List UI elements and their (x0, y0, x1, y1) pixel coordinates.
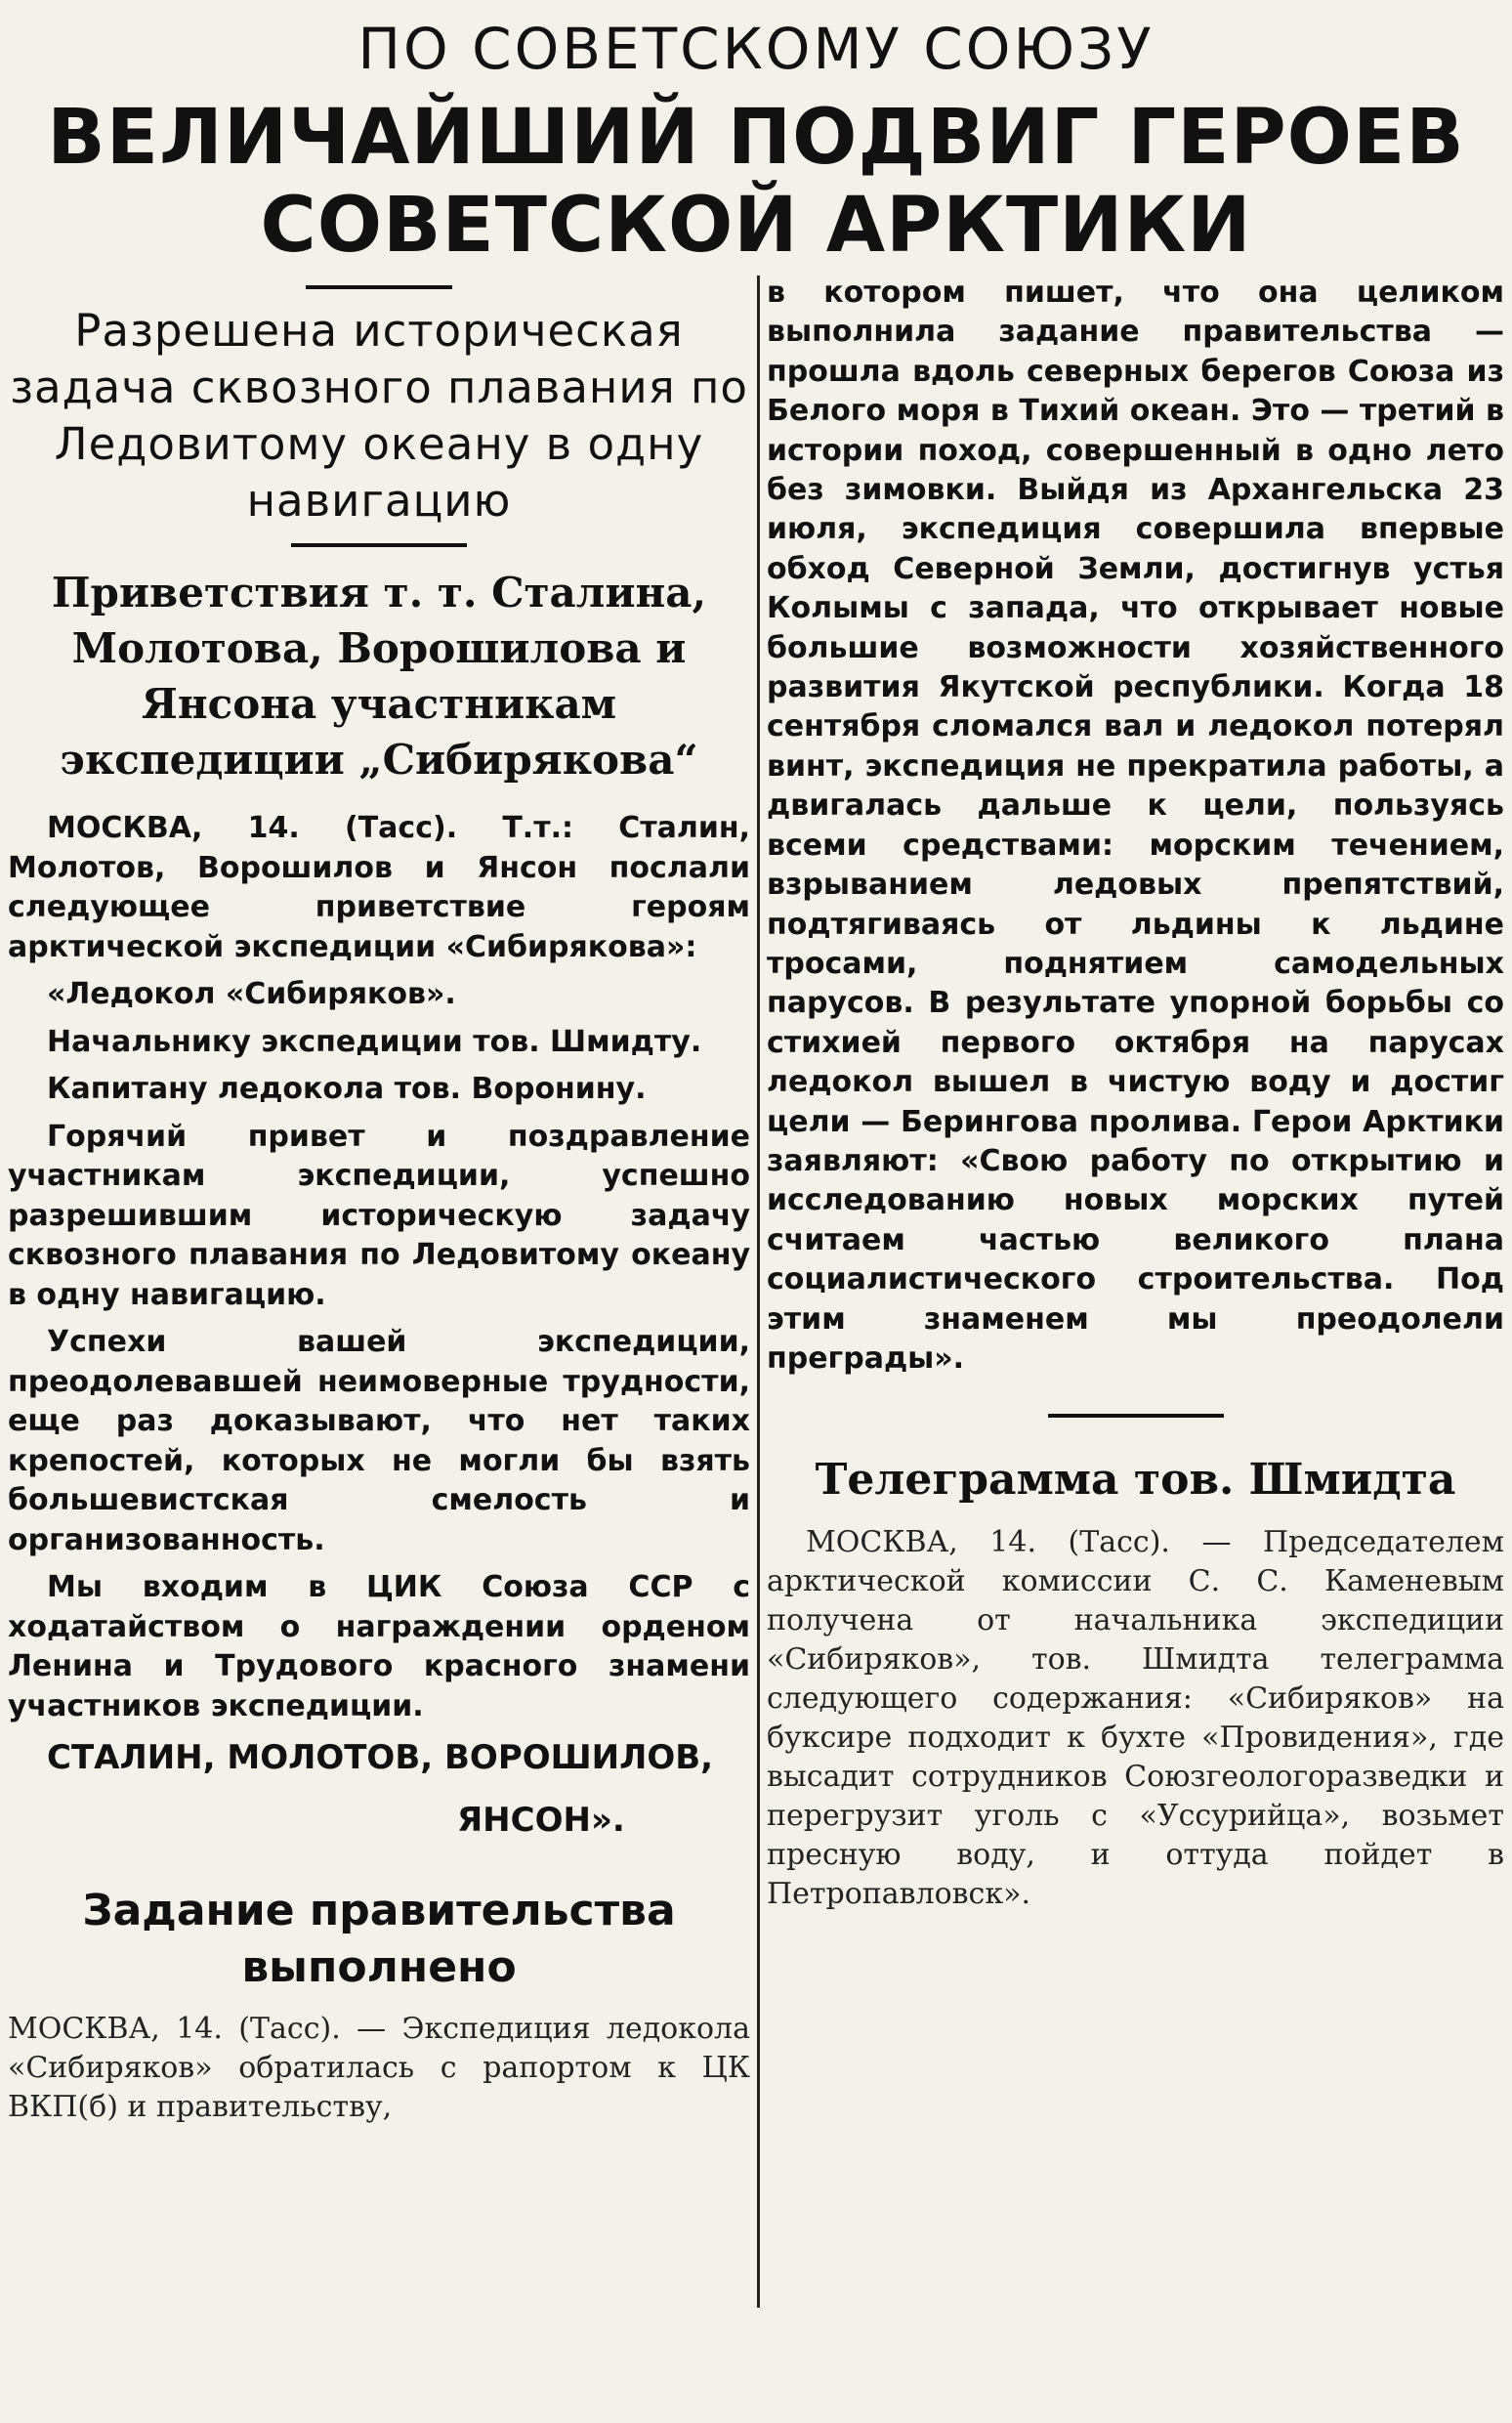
main-headline (0, 94, 1512, 270)
greeting-title: Приветствия т. т. Сталина, Молотова, Ворошилова и Янсона участникам экспедиции „Сибирякова“ (51, 569, 707, 784)
rule-mid-left (291, 543, 467, 547)
article-paragraph: «Ледокол «Сибиряков». (47, 977, 456, 1011)
right-column (767, 274, 1504, 1914)
left-column (8, 274, 750, 2127)
article-paragraph: Начальнику экспедиции тов. Шмидту. (47, 1024, 702, 1059)
subheading: Разрешена историческая задача сквозного плавания по Ледовитому океану в одну навигацию (10, 305, 748, 527)
article-paragraph: МОСКВА, 14. (Тасс). Т.т.: Сталин, Молотов, Ворошилов и Янсон послали следующее приветствие героям арктической экспедиции «Сибирякова»: (8, 811, 750, 964)
headline-line-1: ВЕЛИЧАЙШИЙ ПОДВИГ ГЕРОЕВ (47, 94, 1465, 182)
article-paragraph: Успехи вашей экспедиции, преодолевавшей неимоверные трудности, еще раз доказывают, что нет таких крепостей, которых не могли бы взять большевистская смелость и организованность. (8, 1325, 750, 1557)
article-paragraph: Мы входим в ЦИК Союза ССР с ходатайством о награждении орденом Ленина и Трудового красного знамени участников экспедиции. (8, 1570, 750, 1723)
rule-right (1048, 1414, 1224, 1418)
telegram-title: Телеграмма тов. Шмидта (815, 1455, 1456, 1506)
telegram-text: МОСКВА, 14. (Тасс). — Председателем арктической комиссии С. С. Каменевым получена от начальника экспедиции «Сибиряков», тов. Шмидта телеграмма следующего содержания: «Сибиряков» на буксире подходит к бухте «Провидения», где высадит сотрудников Союзгеологоразведки и перегрузит уголь с «Уссурийца», возьмет пресную воду, и оттуда пойдет в Петропавловск». (767, 1525, 1504, 1912)
section-text-task: МОСКВА, 14. (Тасс). — Экспедиция ледокола «Сибиряков» обратилась с рапортом к ЦК ВКП(б) и правительству, (8, 2012, 750, 2124)
rule-top-left (306, 285, 452, 289)
article-paragraph: Капитану ледокола тов. Воронину. (47, 1072, 647, 1106)
signature-line-1: СТАЛИН, МОЛОТОВ, ВОРОШИЛОВ, (47, 1738, 714, 1777)
column-divider (757, 276, 760, 2308)
section-title-task: Задание правительства выполнено (82, 1886, 676, 1992)
section-rubric: ПО СОВЕТСКОМУ СОЮЗУ (357, 16, 1155, 82)
continuation-text: в котором пишет, что она целиком выполнила задание правительства — прошла вдоль северных берегов Союза из Белого моря в Тихий океан. Это — третий в истории поход, совершенный в одно лето без зимовки. Выйдя из Архангельска 23 июля, экспедиция совершила впервые обход Северной Земли, достигнув устья Колымы с запада, что открывает новые большие возможности хозяйственного развития Якутской республики. Когда 18 сентября сломался вал и ледокол потерял винт, экспедиция не прекратила работы, а двигалась дальше к цели, пользуясь всеми средствами: морским течением, взрыванием ледовых препятствий, подтягиваясь от льдины к льдине тросами, поднятием самодельных парусов. В результате упорной борьбы со стихией первого октября на парусах ледокол вышел в чистую воду и достиг цели — Берингова пролива. Герои Арктики заявляют: «Свою работу по открытию и исследованию новых морских путей считаем частью великого плана социалистического строительства. Под этим знаменем мы преодолели преграды». (767, 276, 1504, 1376)
signature-line-2: ЯНСОН». (457, 1801, 625, 1840)
headline-line-2: СОВЕТСКОЙ АРКТИКИ (260, 182, 1252, 270)
article-paragraph: Горячий привет и поздравление участникам экспедиции, успешно разрешившим историческую задачу сквозного плавания по Ледовитому океану в одну навигацию. (8, 1119, 750, 1312)
